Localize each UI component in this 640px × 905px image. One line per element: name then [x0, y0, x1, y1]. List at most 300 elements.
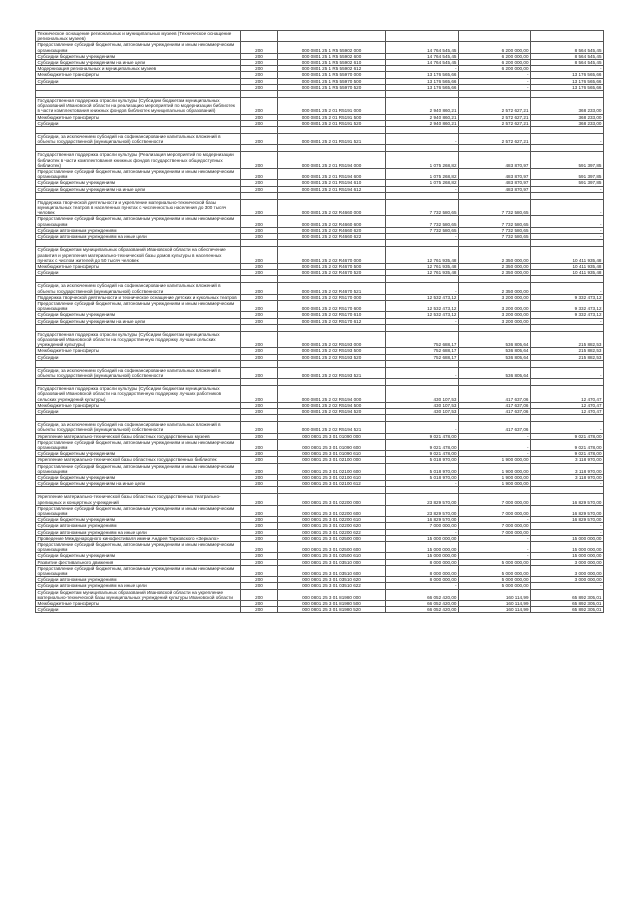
classification-code-cell: 000 0801 25 2 02 R4670 520: [278, 270, 386, 276]
spacer-cell: [36, 192, 241, 199]
approved-amount-cell: 7 732 580,65: [386, 227, 459, 233]
admin-code-cell: 200: [241, 84, 278, 90]
spacer-cell: [36, 379, 241, 386]
table-row: [36, 463, 604, 474]
classification-code-cell: 000 0801 25 3 01 02100 600: [278, 463, 386, 474]
approved-amount-cell: 66 052 420,00: [386, 607, 459, 613]
remainder-amount-cell: 591 397,85: [531, 180, 604, 186]
executed-amount-cell: 160 114,99: [459, 607, 531, 613]
spacer-cell: [386, 324, 459, 331]
table-row: [36, 42, 604, 53]
row-name-cell: Субсидии бюджетным учреждениям на иные цели: [36, 318, 241, 324]
approved-amount-cell: -: [386, 134, 459, 145]
spacer-cell: [36, 276, 241, 283]
row-name-cell: Предоставление субсидий бюджетным, автономным учреждениям и иным некоммерческим организациям: [36, 169, 241, 180]
classification-code-cell: 000 0801 25 2 02 R5194 000: [278, 386, 386, 403]
admin-code-cell: 200: [241, 60, 278, 66]
table-row: [36, 422, 604, 433]
remainder-amount-cell: 9 332 473,12: [531, 300, 604, 311]
remainder-amount-cell: -: [531, 134, 604, 145]
table-spacer-row: [36, 145, 604, 152]
admin-code-cell: 200: [241, 367, 278, 378]
admin-code-cell: 200: [241, 607, 278, 613]
row-name-cell: Укрепление материально-технической базы областных государственных театрально-зрелищных и концертных учреждений: [36, 494, 241, 505]
classification-code-cell: 000 0801 25 2 01 R5191 521: [278, 134, 386, 145]
spacer-cell: [531, 360, 604, 367]
table-row: [36, 66, 604, 72]
approved-amount-cell: 15 000 000,00: [386, 535, 459, 541]
row-name-cell: Государственная поддержка отрасли культуры (Субсидии бюджетам муниципальных образований Ивановской области на реализацию мероприятий по модернизации библиотек в части комплектования книжных фондов библиотек муниципальных образований): [36, 98, 241, 115]
approved-amount-cell: 1 075 268,82: [386, 169, 459, 180]
classification-code-cell: 000 0801 25 2 01 R5194 612: [278, 186, 386, 192]
classification-code-cell: 000 0801 25 1 R5 55902 000: [278, 42, 386, 53]
remainder-amount-cell: 65 892 305,01: [531, 601, 604, 607]
remainder-amount-cell: 13 176 565,66: [531, 78, 604, 84]
spacer-cell: [36, 487, 241, 494]
table-row: [36, 134, 604, 145]
remainder-amount-cell: -: [531, 367, 604, 378]
classification-code-cell: 000 0801 25 1 R5 55970 520: [278, 84, 386, 90]
approved-amount-cell: 66 052 420,00: [386, 589, 459, 600]
spacer-cell: [531, 192, 604, 199]
remainder-amount-cell: -: [531, 481, 604, 487]
spacer-cell: [36, 91, 241, 98]
classification-code-cell: 000 0801 25 2 01 R5191 520: [278, 120, 386, 126]
table-body: [36, 31, 604, 613]
spacer-cell: [459, 91, 531, 98]
row-name-cell: Субсидии, за исключением субсидий на софинансирование капитальных вложений в объекты государственной (муниципальной) собственности: [36, 134, 241, 145]
admin-code-cell: 200: [241, 451, 278, 457]
row-name-cell: Субсидии, за исключением субсидий на софинансирование капитальных вложений в объекты государственной (муниципальной) собственности: [36, 367, 241, 378]
spacer-cell: [278, 360, 386, 367]
executed-amount-cell: 7 732 580,65: [459, 234, 531, 240]
spacer-cell: [36, 360, 241, 367]
approved-amount-cell: 12 532 473,12: [386, 312, 459, 318]
executed-amount-cell: 536 805,64: [459, 348, 531, 354]
row-name-cell: Предоставление субсидий бюджетным, автономным учреждениям и иным некоммерческим организациям: [36, 565, 241, 576]
executed-amount-cell: 2 350 000,00: [459, 283, 531, 294]
table-spacer-row: [36, 360, 604, 367]
table-row: [36, 300, 604, 311]
table-row: [36, 367, 604, 378]
approved-amount-cell: -: [386, 367, 459, 378]
executed-amount-cell: 5 000 000,00: [459, 559, 531, 565]
admin-code-cell: 200: [241, 53, 278, 59]
remainder-amount-cell: -: [531, 583, 604, 589]
executed-amount-cell: 417 637,06: [459, 422, 531, 433]
table-row: [36, 169, 604, 180]
approved-amount-cell: 430 107,53: [386, 402, 459, 408]
spacer-cell: [278, 324, 386, 331]
row-name-cell: Субсидии бюджетным учреждениям: [36, 553, 241, 559]
approved-amount-cell: 2 940 860,21: [386, 120, 459, 126]
classification-code-cell: 000 0801 25 3 01 03510 620: [278, 577, 386, 583]
classification-code-cell: 000 0801 25 2 02 R4670 500: [278, 263, 386, 269]
classification-code-cell: 000 0801 25 2 01 R5191 000: [278, 98, 386, 115]
remainder-amount-cell: -: [531, 529, 604, 535]
table-row: [36, 505, 604, 516]
admin-code-cell: 200: [241, 475, 278, 481]
remainder-amount-cell: 3 118 970,00: [531, 475, 604, 481]
remainder-amount-cell: -: [531, 216, 604, 227]
table-row: [36, 565, 604, 576]
classification-code-cell: 000 0801 25 3 01 81980 520: [278, 607, 386, 613]
remainder-amount-cell: 9 021 478,00: [531, 439, 604, 450]
spacer-cell: [241, 487, 278, 494]
admin-code-cell: 200: [241, 318, 278, 324]
spacer-cell: [278, 240, 386, 247]
row-name-cell: Субсидии: [36, 354, 241, 360]
classification-code-cell: 000 0801 25 2 02 R5193 500: [278, 348, 386, 354]
executed-amount-cell: 2 572 627,21: [459, 114, 531, 120]
spacer-cell: [386, 240, 459, 247]
admin-code-cell: 200: [241, 348, 278, 354]
spacer-cell: [241, 240, 278, 247]
executed-amount-cell: 7 732 580,65: [459, 216, 531, 227]
remainder-amount-cell: 591 397,85: [531, 152, 604, 169]
row-name-cell: Укрепление материально-технической базы областных государственных библиотек: [36, 457, 241, 463]
spacer-cell: [278, 415, 386, 422]
spacer-cell: [278, 192, 386, 199]
admin-code-cell: 200: [241, 535, 278, 541]
spacer-cell: [241, 192, 278, 199]
table-spacer-row: [36, 276, 604, 283]
executed-amount-cell: 5 000 000,00: [459, 577, 531, 583]
executed-amount-cell: 3 200 000,00: [459, 300, 531, 311]
remainder-amount-cell: 9 332 473,12: [531, 312, 604, 318]
table-row: [36, 60, 604, 66]
classification-code-cell: 000 0801 25 3 01 02200 600: [278, 505, 386, 516]
spacer-cell: [459, 360, 531, 367]
remainder-amount-cell: 15 000 000,00: [531, 542, 604, 553]
row-name-cell: Техническое оснащение региональных и муниципальных музеев (Техническое оснащение региональных музеев): [36, 31, 241, 42]
executed-amount-cell: 2 350 000,00: [459, 263, 531, 269]
classification-code-cell: 000 0801 25 3 01 81980 500: [278, 601, 386, 607]
admin-code-cell: 200: [241, 408, 278, 414]
approved-amount-cell: 12 761 935,48: [386, 247, 459, 264]
executed-amount-cell: 536 805,64: [459, 331, 531, 348]
classification-code-cell: 000 0801 25 1 R5 55970 500: [278, 78, 386, 84]
row-name-cell: Субсидии: [36, 78, 241, 84]
admin-code-cell: 200: [241, 553, 278, 559]
remainder-amount-cell: 3 000 000,00: [531, 565, 604, 576]
spacer-cell: [459, 240, 531, 247]
budget-execution-table: [35, 30, 604, 613]
row-name-cell: Субсидии автономным учреждениям на иные цели: [36, 583, 241, 589]
approved-amount-cell: 1 075 268,82: [386, 152, 459, 169]
row-name-cell: Субсидии автономным учреждениям на иные цели: [36, 234, 241, 240]
approved-amount-cell: -: [386, 283, 459, 294]
classification-code-cell: [278, 31, 386, 42]
remainder-amount-cell: 3 118 970,00: [531, 463, 604, 474]
executed-amount-cell: 483 870,97: [459, 169, 531, 180]
spacer-cell: [531, 379, 604, 386]
executed-amount-cell: 3 200 000,00: [459, 312, 531, 318]
executed-amount-cell: 160 114,99: [459, 601, 531, 607]
approved-amount-cell: 66 052 420,00: [386, 601, 459, 607]
spacer-cell: [386, 379, 459, 386]
table-row: [36, 234, 604, 240]
executed-amount-cell: [459, 31, 531, 42]
spacer-cell: [459, 145, 531, 152]
remainder-amount-cell: 8 564 545,45: [531, 53, 604, 59]
executed-amount-cell: 6 200 000,00: [459, 53, 531, 59]
approved-amount-cell: 9 021 478,00: [386, 451, 459, 457]
row-name-cell: Субсидии: [36, 270, 241, 276]
table-row: [36, 481, 604, 487]
row-name-cell: Предоставление субсидий бюджетным, автономным учреждениям и иным некоммерческим организациям: [36, 463, 241, 474]
classification-code-cell: 000 0801 25 2 02 R5194 521: [278, 422, 386, 433]
row-name-cell: Субсидии автономным учреждениям на иные цели: [36, 529, 241, 535]
approved-amount-cell: 7 732 580,65: [386, 199, 459, 216]
executed-amount-cell: 7 732 580,65: [459, 227, 531, 233]
classification-code-cell: 000 0801 25 2 01 R5194 600: [278, 169, 386, 180]
approved-amount-cell: 9 021 478,00: [386, 439, 459, 450]
admin-code-cell: 200: [241, 559, 278, 565]
row-name-cell: Межбюджетные трансферты: [36, 114, 241, 120]
row-name-cell: Межбюджетные трансферты: [36, 263, 241, 269]
classification-code-cell: 000 0801 25 3 01 03510 600: [278, 565, 386, 576]
table-row: [36, 283, 604, 294]
admin-code-cell: 200: [241, 294, 278, 300]
approved-amount-cell: 15 000 000,00: [386, 553, 459, 559]
executed-amount-cell: 3 200 000,00: [459, 318, 531, 324]
classification-code-cell: 000 0801 25 3 01 03510 000: [278, 559, 386, 565]
row-name-cell: Субсидии бюджетным учреждениям: [36, 475, 241, 481]
row-name-cell: Предоставление субсидий бюджетным, автономным учреждениям и иным некоммерческим организациям: [36, 216, 241, 227]
remainder-amount-cell: [531, 31, 604, 42]
spacer-cell: [531, 415, 604, 422]
spacer-cell: [386, 127, 459, 134]
remainder-amount-cell: 9 021 478,00: [531, 433, 604, 439]
approved-amount-cell: 430 107,53: [386, 408, 459, 414]
remainder-amount-cell: 12 470,47: [531, 402, 604, 408]
classification-code-cell: 000 0801 25 2 02 R5170 600: [278, 300, 386, 311]
remainder-amount-cell: 3 000 000,00: [531, 559, 604, 565]
row-name-cell: Предоставление субсидий бюджетным, автономным учреждениям и иным некоммерческим организациям: [36, 505, 241, 516]
table-row: [36, 199, 604, 216]
executed-amount-cell: -: [459, 553, 531, 559]
table-row: [36, 247, 604, 264]
approved-amount-cell: 12 532 473,12: [386, 300, 459, 311]
approved-amount-cell: -: [386, 422, 459, 433]
admin-code-cell: 200: [241, 134, 278, 145]
classification-code-cell: 000 0801 25 2 02 R4660 000: [278, 199, 386, 216]
classification-code-cell: 000 0801 25 3 01 02100 612: [278, 481, 386, 487]
admin-code-cell: 200: [241, 494, 278, 505]
row-name-cell: Межбюджетные трансферты: [36, 348, 241, 354]
executed-amount-cell: -: [459, 542, 531, 553]
executed-amount-cell: 2 350 000,00: [459, 270, 531, 276]
remainder-amount-cell: -: [531, 318, 604, 324]
executed-amount-cell: -: [459, 84, 531, 90]
remainder-amount-cell: 3 000 000,00: [531, 577, 604, 583]
classification-code-cell: 000 0801 25 3 01 01090 000: [278, 433, 386, 439]
table-row: [36, 186, 604, 192]
classification-code-cell: 000 0801 25 2 01 R5194 000: [278, 152, 386, 169]
spacer-cell: [241, 415, 278, 422]
admin-code-cell: 200: [241, 386, 278, 403]
remainder-amount-cell: 15 000 000,00: [531, 535, 604, 541]
table-spacer-row: [36, 192, 604, 199]
spacer-cell: [459, 276, 531, 283]
approved-amount-cell: -: [386, 186, 459, 192]
spacer-cell: [36, 415, 241, 422]
spacer-cell: [386, 91, 459, 98]
approved-amount-cell: 5 018 970,00: [386, 475, 459, 481]
executed-amount-cell: 6 200 000,00: [459, 42, 531, 53]
table-row: [36, 152, 604, 169]
executed-amount-cell: -: [459, 439, 531, 450]
spacer-cell: [278, 276, 386, 283]
classification-code-cell: 000 0801 25 2 02 R5193 521: [278, 367, 386, 378]
admin-code-cell: 200: [241, 505, 278, 516]
row-name-cell: Субсидии: [36, 607, 241, 613]
spacer-cell: [386, 276, 459, 283]
spacer-cell: [241, 91, 278, 98]
table-row: [36, 294, 604, 300]
remainder-amount-cell: 13 176 565,66: [531, 72, 604, 78]
remainder-amount-cell: 3 118 970,00: [531, 457, 604, 463]
approved-amount-cell: 23 829 570,00: [386, 494, 459, 505]
row-name-cell: Поддержка творческой деятельности и техническое оснащение детских и кукольных театров: [36, 294, 241, 300]
row-name-cell: Субсидии автономным учреждениям: [36, 523, 241, 529]
executed-amount-cell: 1 900 000,00: [459, 457, 531, 463]
executed-amount-cell: 2 572 627,21: [459, 98, 531, 115]
approved-amount-cell: 7 732 580,65: [386, 216, 459, 227]
remainder-amount-cell: 9 332 473,12: [531, 294, 604, 300]
executed-amount-cell: 417 637,06: [459, 386, 531, 403]
approved-amount-cell: 13 176 565,66: [386, 72, 459, 78]
admin-code-cell: 200: [241, 216, 278, 227]
remainder-amount-cell: 368 233,00: [531, 120, 604, 126]
classification-code-cell: 000 0801 25 2 02 R4660 622: [278, 234, 386, 240]
spacer-cell: [36, 240, 241, 247]
table-spacer-row: [36, 324, 604, 331]
admin-code-cell: 200: [241, 98, 278, 115]
classification-code-cell: 000 0801 25 3 01 02200 622: [278, 529, 386, 535]
spacer-cell: [531, 145, 604, 152]
executed-amount-cell: 7 000 000,00: [459, 523, 531, 529]
executed-amount-cell: 7 000 000,00: [459, 529, 531, 535]
admin-code-cell: 200: [241, 402, 278, 408]
spacer-cell: [241, 379, 278, 386]
spacer-cell: [241, 276, 278, 283]
spacer-cell: [531, 276, 604, 283]
executed-amount-cell: -: [459, 451, 531, 457]
row-name-cell: Межбюджетные трансферты: [36, 402, 241, 408]
remainder-amount-cell: 10 411 935,48: [531, 247, 604, 264]
executed-amount-cell: 536 805,64: [459, 354, 531, 360]
admin-code-cell: 200: [241, 463, 278, 474]
approved-amount-cell: 23 829 570,00: [386, 505, 459, 516]
spacer-cell: [531, 127, 604, 134]
classification-code-cell: 000 0801 25 2 02 R4660 600: [278, 216, 386, 227]
executed-amount-cell: 6 200 000,00: [459, 66, 531, 72]
admin-code-cell: 200: [241, 457, 278, 463]
executed-amount-cell: 536 805,64: [459, 367, 531, 378]
row-name-cell: Предоставление субсидий бюджетным, автономным учреждениям и иным некоммерческим организациям: [36, 542, 241, 553]
table-spacer-row: [36, 487, 604, 494]
executed-amount-cell: 5 000 000,00: [459, 583, 531, 589]
classification-code-cell: 000 0801 25 3 01 02100 000: [278, 457, 386, 463]
approved-amount-cell: 7 000 000,00: [386, 523, 459, 529]
remainder-amount-cell: 215 882,53: [531, 348, 604, 354]
admin-code-cell: 200: [241, 565, 278, 576]
spacer-cell: [278, 379, 386, 386]
row-name-cell: Государственная поддержка отрасли культуры (Субсидии бюджетам муниципальных образований Ивановской области на государственную поддержку лучших работников сельских учреждений культуры): [36, 386, 241, 403]
row-name-cell: Межбюджетные трансферты: [36, 72, 241, 78]
classification-code-cell: 000 0801 25 3 01 02200 000: [278, 494, 386, 505]
table-row: [36, 318, 604, 324]
remainder-amount-cell: 65 892 305,01: [531, 607, 604, 613]
admin-code-cell: 200: [241, 247, 278, 264]
row-name-cell: Государственная поддержка отрасли культуры (Реализация мероприятий по модернизации библиотек в части комплектования книжных фондов государственных общедоступных библиотек): [36, 152, 241, 169]
spacer-cell: [36, 145, 241, 152]
classification-code-cell: 000 0801 25 3 01 81980 000: [278, 589, 386, 600]
row-name-cell: Субсидии, за исключением субсидий на софинансирование капитальных вложений в объекты государственной (муниципальной) собственности: [36, 422, 241, 433]
budget-report-page: [35, 30, 603, 613]
spacer-cell: [531, 91, 604, 98]
row-name-cell: Модернизация региональных и муниципальных музеев: [36, 66, 241, 72]
approved-amount-cell: 430 107,53: [386, 386, 459, 403]
row-name-cell: Проведение Международного кинофестиваля имени Андрея Тарковского «Зеркало»: [36, 535, 241, 541]
classification-code-cell: 000 0801 25 2 02 R4670 521: [278, 283, 386, 294]
executed-amount-cell: 1 900 000,00: [459, 475, 531, 481]
table-row: [36, 583, 604, 589]
remainder-amount-cell: 8 564 545,45: [531, 60, 604, 66]
spacer-cell: [241, 360, 278, 367]
approved-amount-cell: 16 829 570,00: [386, 517, 459, 523]
executed-amount-cell: 1 900 000,00: [459, 481, 531, 487]
classification-code-cell: 000 0801 25 3 01 02200 620: [278, 523, 386, 529]
admin-code-cell: 200: [241, 354, 278, 360]
classification-code-cell: 000 0801 25 3 01 02500 600: [278, 542, 386, 553]
spacer-cell: [459, 415, 531, 422]
spacer-cell: [241, 127, 278, 134]
row-name-cell: Государственная поддержка отрасли культуры (Субсидии бюджетам муниципальных образований Ивановской области на государственную поддержку лучших сельских учреждений культуры): [36, 331, 241, 348]
approved-amount-cell: 2 940 860,21: [386, 98, 459, 115]
approved-amount-cell: 12 761 935,48: [386, 263, 459, 269]
approved-amount-cell: 13 176 565,66: [386, 84, 459, 90]
approved-amount-cell: 1 075 268,82: [386, 180, 459, 186]
approved-amount-cell: 8 000 000,00: [386, 577, 459, 583]
admin-code-cell: 200: [241, 422, 278, 433]
executed-amount-cell: 483 870,97: [459, 152, 531, 169]
remainder-amount-cell: 215 882,53: [531, 354, 604, 360]
table-row: [36, 439, 604, 450]
admin-code-cell: 200: [241, 72, 278, 78]
table-row: [36, 331, 604, 348]
admin-code-cell: 200: [241, 78, 278, 84]
table-spacer-row: [36, 91, 604, 98]
classification-code-cell: 000 0801 25 1 R5 55902 600: [278, 53, 386, 59]
executed-amount-cell: 5 000 000,00: [459, 565, 531, 576]
admin-code-cell: 200: [241, 263, 278, 269]
admin-code-cell: 200: [241, 312, 278, 318]
row-name-cell: Субсидии бюджетным учреждениям: [36, 517, 241, 523]
approved-amount-cell: 5 018 970,00: [386, 457, 459, 463]
spacer-cell: [531, 324, 604, 331]
row-name-cell: Субсидии бюджетным учреждениям: [36, 53, 241, 59]
remainder-amount-cell: 12 470,47: [531, 408, 604, 414]
approved-amount-cell: -: [386, 481, 459, 487]
approved-amount-cell: -: [386, 318, 459, 324]
table-row: [36, 216, 604, 227]
spacer-cell: [241, 145, 278, 152]
spacer-cell: [386, 360, 459, 367]
row-name-cell: Укрепление материально-технической базы областных государственных музеев: [36, 433, 241, 439]
